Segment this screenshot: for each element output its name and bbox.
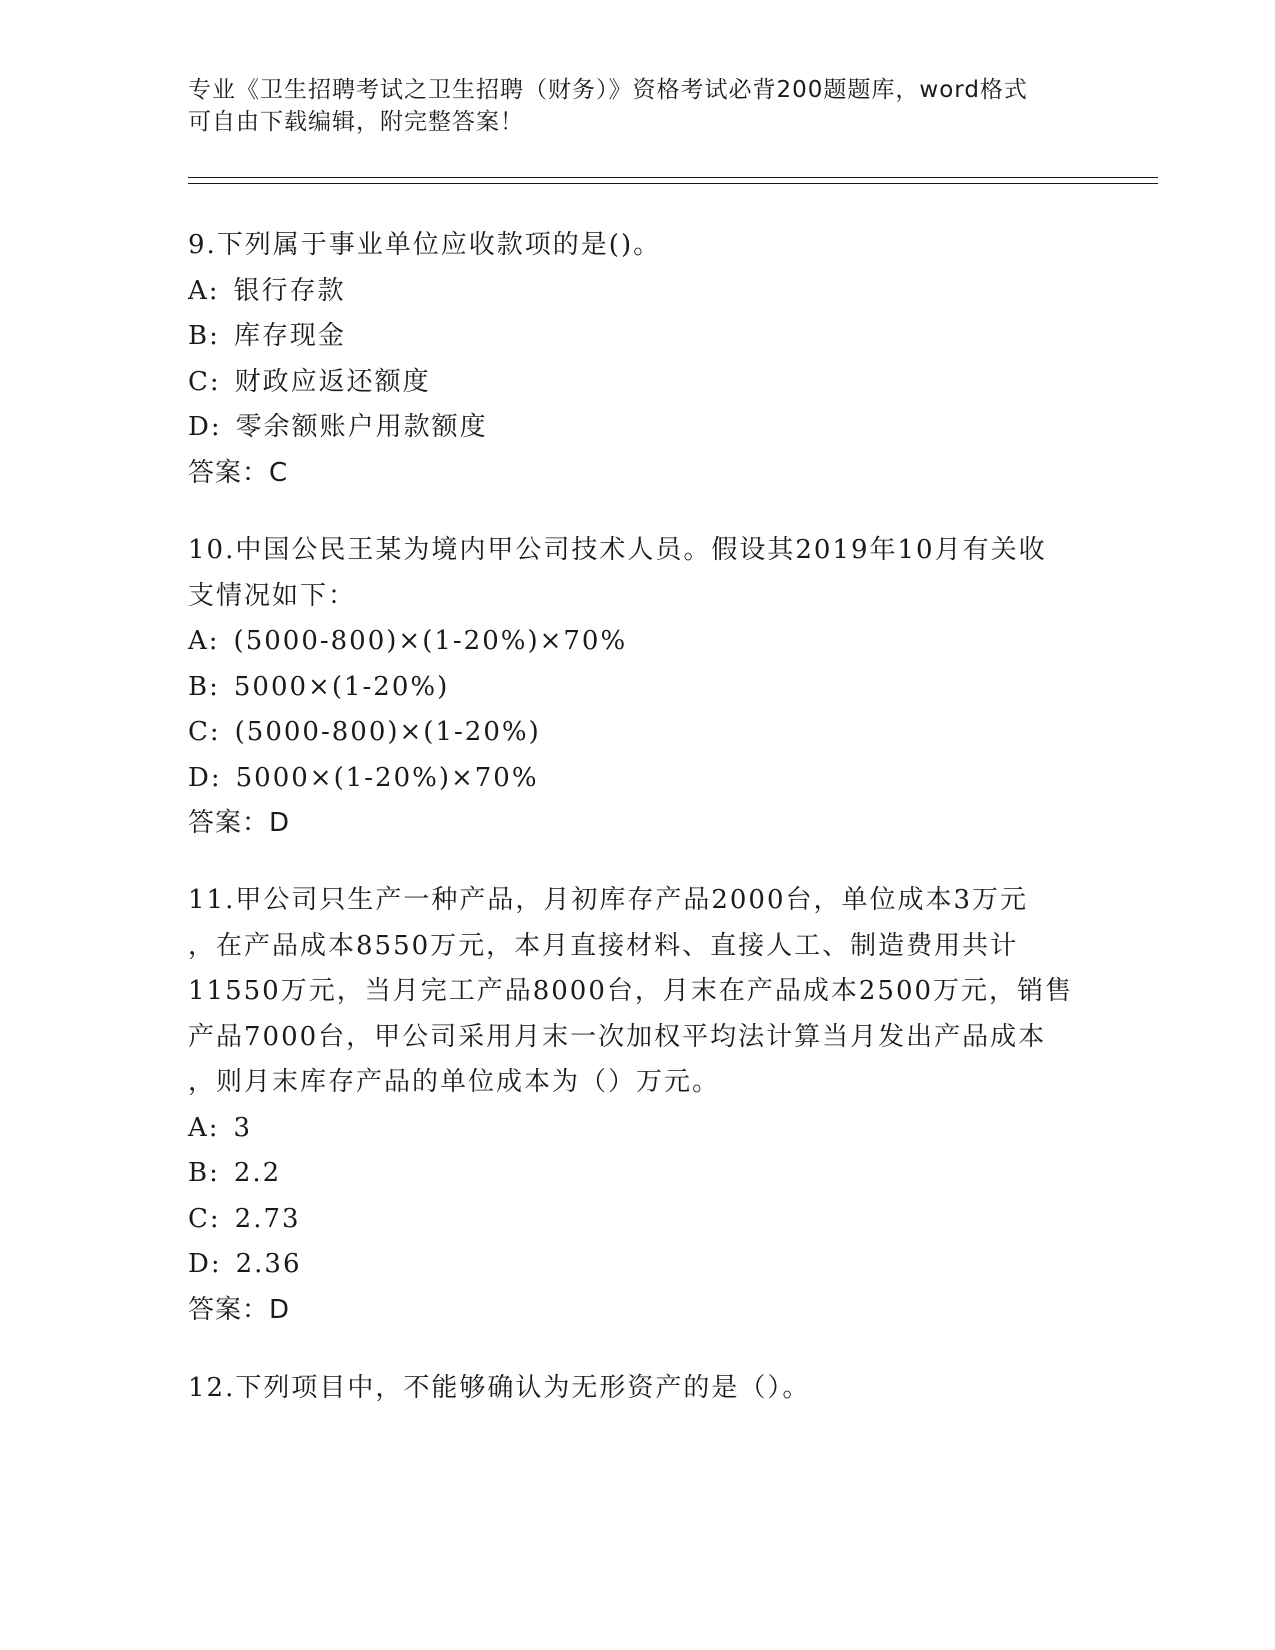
option-text: 财政应返还额度 <box>234 366 431 397</box>
option-text: 2.73 <box>234 1203 301 1234</box>
option-c <box>188 360 1088 406</box>
stem-line: ，在产品成本8550万元，本月直接材料、直接人工、制造费用共计 <box>188 930 1019 961</box>
question-stem <box>188 223 1088 269</box>
question-stem <box>188 528 1088 619</box>
question-10 <box>188 528 1088 847</box>
option-c <box>188 1197 1088 1243</box>
option-text: (5000-800)×(1-20%)×70% <box>233 626 628 656</box>
question-11 <box>188 878 1088 1333</box>
answer-line: 答案：D <box>188 1294 291 1325</box>
option-d <box>188 756 1088 802</box>
option-letter: C: <box>188 366 221 397</box>
stem-line: 10.中国公民王某为境内甲公司技术人员。假设其2019年10月有关收 <box>188 535 1047 565</box>
option-letter: B: <box>188 671 220 702</box>
option-text: 3 <box>233 1112 253 1143</box>
header-divider-bottom <box>188 183 1158 184</box>
header-divider-top <box>188 177 1158 178</box>
option-letter: B: <box>188 1158 220 1188</box>
question-12 <box>188 1366 1088 1412</box>
stem-line: 11550万元，当月完工产品8000台，月末在产品成本2500万元，销售 <box>188 976 1074 1006</box>
answer-line: 答案：D <box>188 808 291 838</box>
option-b <box>188 665 1088 711</box>
option-text: 库存现金 <box>233 321 346 351</box>
option-text: 5000×(1-20%)×70% <box>235 762 539 793</box>
option-a <box>188 269 1088 315</box>
option-letter: A: <box>188 626 220 656</box>
stem-line: 12.下列项目中，不能够确认为无形资产的是（）。 <box>188 1373 811 1403</box>
option-text: 2.2 <box>233 1158 282 1188</box>
option-letter: C: <box>188 717 221 747</box>
stem-line: ，则月末库存产品的单位成本为（）万元。 <box>188 1067 721 1097</box>
option-text: 零余额账户用款额度 <box>235 412 488 442</box>
question-9 <box>188 223 1088 496</box>
option-b <box>188 1151 1088 1197</box>
question-stem <box>188 1366 1088 1412</box>
option-a <box>188 1106 1088 1152</box>
option-letter: D: <box>188 1249 222 1279</box>
option-b <box>188 314 1088 360</box>
option-text: 银行存款 <box>233 275 346 306</box>
option-letter: B: <box>188 321 220 351</box>
option-d <box>188 405 1088 451</box>
stem-line: 11.甲公司只生产一种产品，月初库存产品2000台，单位成本3万元 <box>188 885 1029 915</box>
option-letter: A: <box>188 275 220 306</box>
option-c <box>188 710 1088 756</box>
option-text: 5000×(1-20%) <box>233 671 450 702</box>
stem-line: 支情况如下： <box>188 580 357 611</box>
option-letter: A: <box>188 1112 220 1143</box>
option-d <box>188 1242 1088 1288</box>
question-stem <box>188 878 1088 1106</box>
option-letter: D: <box>188 412 222 442</box>
answer-line: 答案：C <box>188 457 289 488</box>
option-text: 2.36 <box>235 1249 302 1279</box>
stem-line: 9.下列属于事业单位应收款项的是()。 <box>188 230 662 260</box>
header-title-line-1: 专业《卫生招聘考试之卫生招聘（财务）》资格考试必背200题题库，word格式 <box>188 77 1028 103</box>
option-letter: C: <box>188 1203 221 1234</box>
document-header <box>188 74 1068 138</box>
option-letter: D: <box>188 762 222 793</box>
stem-line: 产品7000台，甲公司采用月末一次加权平均法计算当月发出产品成本 <box>188 1021 1047 1052</box>
option-a <box>188 619 1088 665</box>
option-text: (5000-800)×(1-20%) <box>234 717 541 747</box>
header-title-line-2: 可自由下载编辑，附完整答案！ <box>188 109 524 135</box>
